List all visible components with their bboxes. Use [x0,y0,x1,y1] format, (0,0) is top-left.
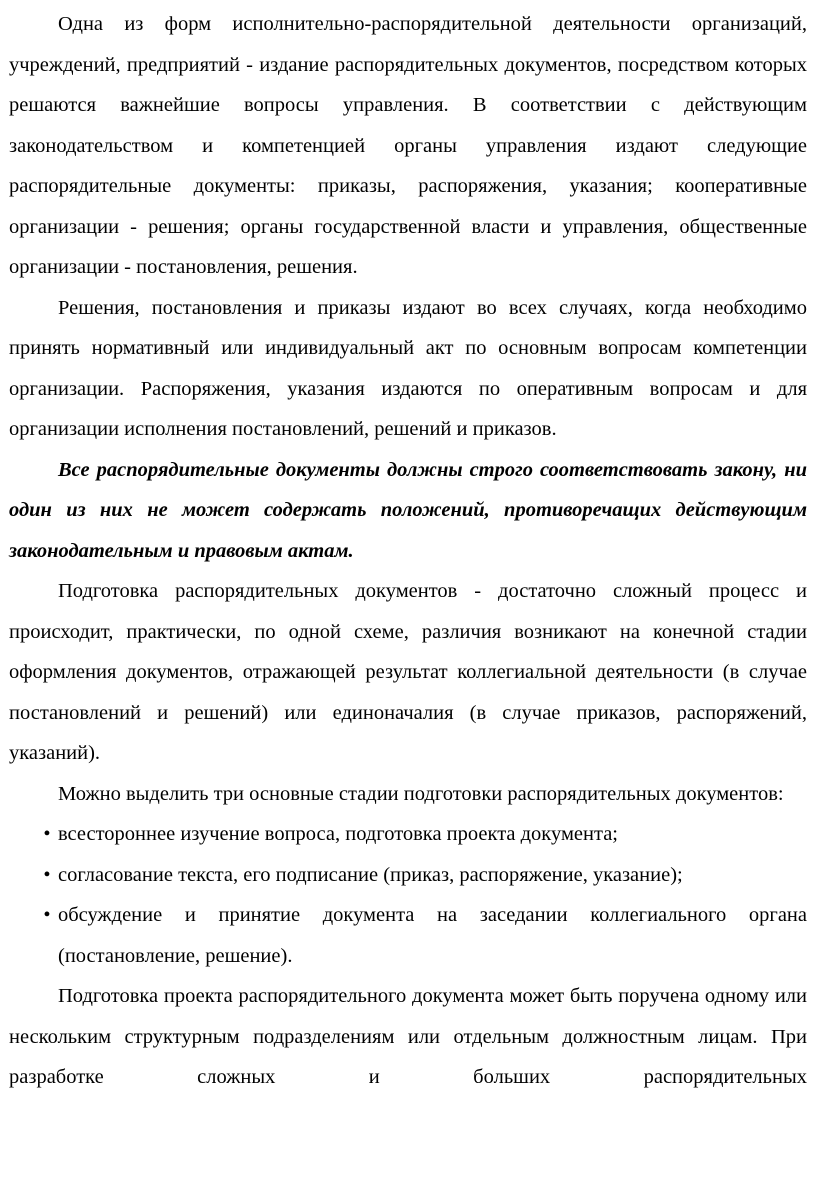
stages-list [9,814,807,976]
bullet-icon: • [43,863,51,886]
paragraph-final: Подготовка проекта распорядительного документа может быть поручена одному или нескольким структурным подразделениям или отдельным должностным лицам. При разработке сложных и больших распорядительных [9,985,807,1088]
bullet-icon: • [43,904,51,926]
paragraph-intro: Одна из форм исполнительно-распорядительной деятельности организаций, учреждений, предприятий - издание распорядительных документов, посредством которых решаются важнейшие вопросы управления. В соответствии с действующим законодательством и компетенцией органы управления издают следующие распорядительные документы: приказы, распоряжения, указания; кооперативные организации - решения; органы государственной власти и управления, общественные организации - постановления, решения. [9,13,807,278]
list-item-text: всестороннее изучение вопроса, подготовка проекта документа; [58,823,618,845]
bullet-icon: • [43,823,51,845]
document-page [9,4,807,1098]
paragraph-preparation: Подготовка распорядительных документов - достаточно сложный процесс и происходит, практически, по одной схеме, различия возникают на конечной стадии оформления документов, отражающей результат коллегиальной деятельности (в случае постановлений и решений) или единоначалия (в случае приказов, распоряжений, указаний). [9,580,807,764]
paragraph-stages-intro: Можно выделить три основные стадии подготовки распорядительных документов: [58,782,784,805]
list-item [9,895,807,976]
list-item-text: обсуждение и принятие документа на заседании коллегиального органа (постановление, решение). [58,904,807,967]
list-item [9,814,807,855]
list-item [9,855,807,896]
paragraph-emphasis: Все распорядительные документы должны строго соответствовать закону, ни один из них не может содержать положений, противоречащих действующим законодательным и правовым актам. [9,458,807,562]
paragraph-issuance: Решения, постановления и приказы издают во всех случаях, когда необходимо принять нормативный или индивидуальный акт по основным вопросам компетенции организации. Распоряжения, указания издаются по оперативным вопросам и для организации исполнения постановлений, решений и приказов. [9,296,807,440]
list-item-text: согласование текста, его подписание (приказ, распоряжение, указание); [58,863,683,886]
